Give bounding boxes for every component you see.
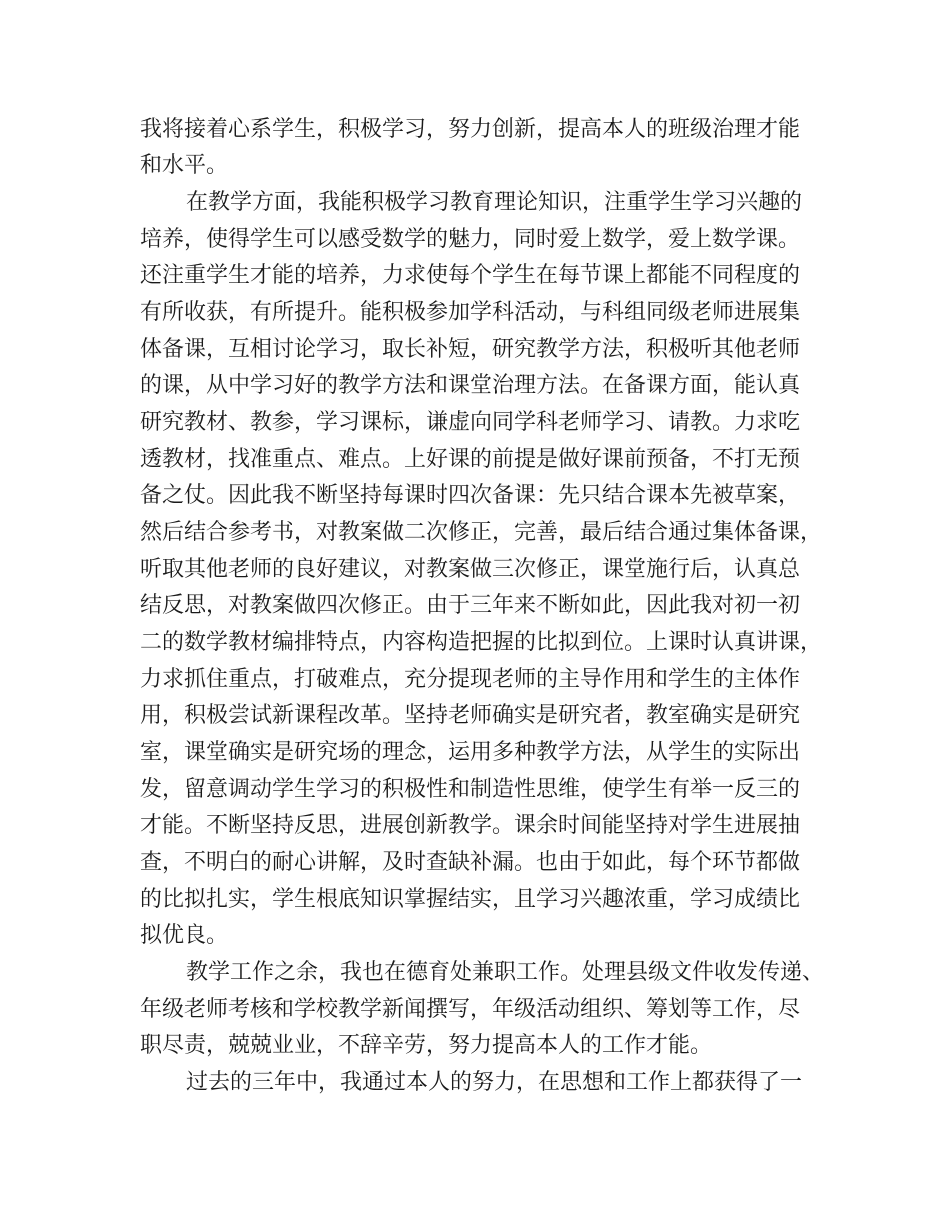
body-text-line: 拟优良。 — [140, 923, 229, 948]
paragraph-first-line: 教学工作之余，我也在德育处兼职工作。处理县级文件收发传递、 — [186, 960, 825, 985]
body-text-line: 室，课堂确实是研究场的理念，运用多种教学方法，从学生的实际出 — [140, 740, 801, 765]
body-text-line: 的比拟扎实，学生根底知识掌握结实，且学习兴趣浓重，学习成绩比 — [140, 887, 801, 912]
body-text-line: 有所收获，有所提升。能积极参加学科活动，与科组同级老师进展集 — [140, 300, 801, 325]
body-text-line: 二的数学教材编排特点，内容构造把握的比拟到位。上课时认真讲课， — [140, 630, 823, 655]
body-text-line: 透教材，找准重点、难点。上好课的前提是做好课前预备，不打无预 — [140, 447, 801, 472]
body-text-line: 发，留意调动学生学习的积极性和制造性思维，使学生有举一反三的 — [140, 777, 801, 802]
body-text-line: 我将接着心系学生，积极学习，努力创新，提高本人的班级治理才能 — [140, 117, 801, 142]
body-text-line: 体备课，互相讨论学习，取长补短，研究教学方法，积极听其他老师 — [140, 337, 801, 362]
body-text-line: 备之仗。因此我不断坚持每课时四次备课：先只结合课本先被草案， — [140, 483, 801, 508]
body-text-line: 的课，从中学习好的教学方法和课堂治理方法。在备课方面，能认真 — [140, 373, 801, 398]
body-text-line: 研究教材、教参，学习课标，谦虚向同学科老师学习、请教。力求吃 — [140, 410, 801, 435]
body-text-line: 和水平。 — [140, 153, 229, 178]
body-text-line: 职尽责，兢兢业业，不辞辛劳，努力提高本人的工作才能。 — [140, 1033, 713, 1058]
body-text-line: 结反思，对教案做四次修正。由于三年来不断如此，因此我对初一初 — [140, 593, 801, 618]
body-text-line: 才能。不断坚持反思，进展创新教学。课余时间能坚持对学生进展抽 — [140, 813, 801, 838]
body-text-line: 培养，使得学生可以感受数学的魅力，同时爱上数学，爱上数学课。 — [140, 227, 801, 252]
body-text-line: 听取其他老师的良好建议，对教案做三次修正，课堂施行后，认真总 — [140, 557, 801, 582]
body-text-line: 还注重学生才能的培养，力求使每个学生在每节课上都能不同程度的 — [140, 263, 801, 288]
paragraph-first-line: 过去的三年中，我通过本人的努力，在思想和工作上都获得了一 — [186, 1070, 803, 1095]
body-text-line: 力求抓住重点，打破难点，充分提现老师的主导作用和学生的主体作 — [140, 667, 801, 692]
body-text-line: 用，积极尝试新课程改革。坚持老师确实是研究者，教室确实是研究 — [140, 703, 801, 728]
body-text-line: 然后结合参考书，对教案做二次修正，完善，最后结合通过集体备课， — [140, 520, 823, 545]
paragraph-first-line: 在教学方面，我能积极学习教育理论知识，注重学生学习兴趣的 — [186, 190, 803, 215]
body-text-line: 年级老师考核和学校教学新闻撰写，年级活动组织、筹划等工作，尽 — [140, 997, 801, 1022]
body-text-line: 查，不明白的耐心讲解，及时查缺补漏。也由于如此，每个环节都做 — [140, 850, 801, 875]
